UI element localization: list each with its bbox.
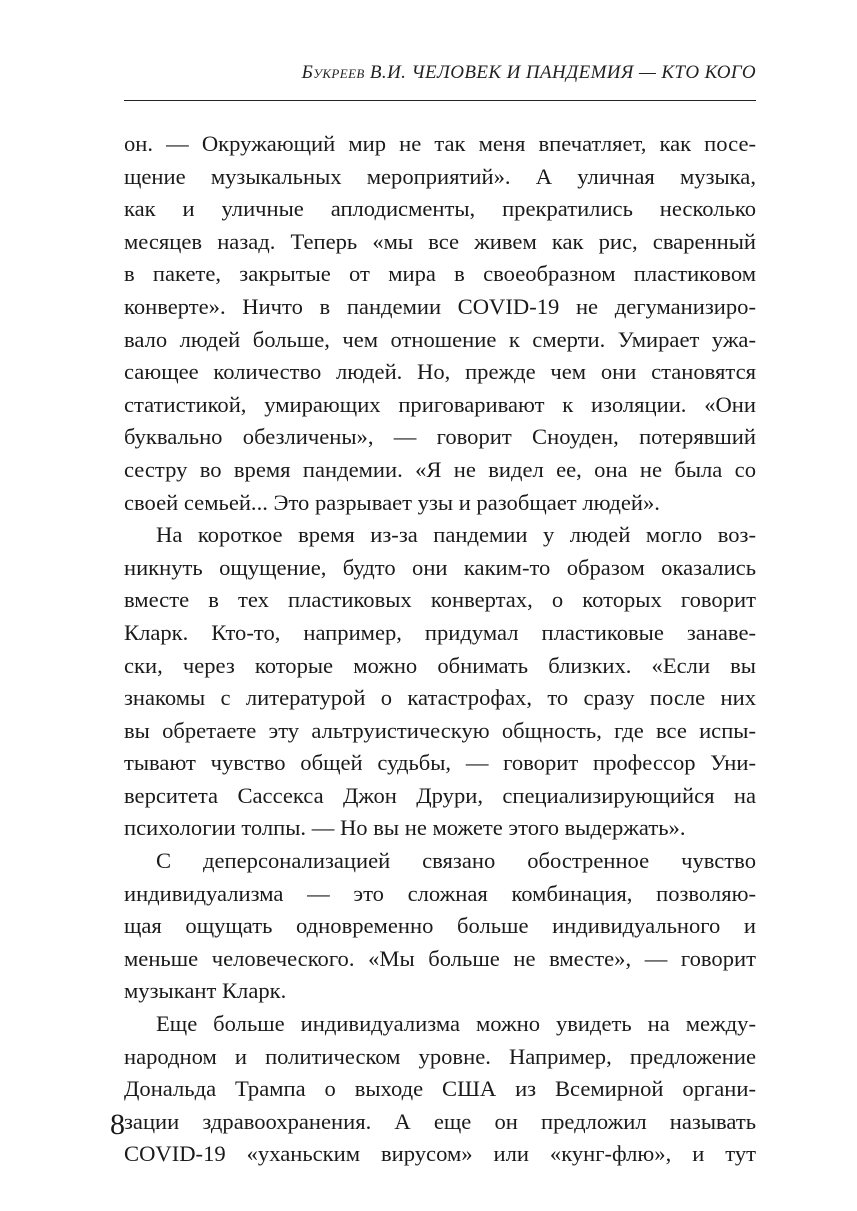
running-head [124, 62, 756, 84]
text-line: С деперсонализацией связано обостренное чувство [156, 848, 756, 874]
header-rule [124, 100, 756, 101]
text-line: он. — Окружающий мир не так меня впечатляет, как посе- [124, 131, 756, 156]
text-line: зации здравоохранения. А еще он предложил называть [124, 1108, 756, 1134]
text-line: буквально обезличены», — говорит Сноуден, потерявший [124, 424, 756, 450]
text-line: Еще больше индивидуализма можно увидеть на между- [156, 1011, 756, 1037]
text-line: своей семьей... Это разрывает узы и разобщает людей». [124, 489, 660, 515]
text-line: народном и политическом уровне. Например, предложение [124, 1043, 756, 1069]
text-line: статистикой, умирающих приговаривают к изоляции. «Они [124, 391, 756, 417]
text-line: конверте». Ничто в пандемии COVID-19 не дегуманизиро- [124, 293, 756, 319]
text-line: знакомы с литературой о катастрофах, то сразу после них [124, 685, 756, 711]
text-line: вы обретаете эту альтруистическую общность, где все испы- [124, 717, 756, 743]
text-line: COVID-19 «уханьским вирусом» или «кунг-флю», и тут [124, 1141, 756, 1167]
text-line: в пакете, закрытые от мира в своеобразном пластиковом [124, 261, 756, 287]
running-head-author: Букреев В.И. [301, 62, 407, 83]
text-line: индивидуализма — это сложная комбинация, позволяю- [124, 880, 756, 906]
text-line: меньше человеческого. «Мы больше не вместе», — говорит [124, 945, 756, 971]
text-line: верситета Сассекса Джон Друри, специализирующийся на [124, 782, 756, 808]
text-line: сающее количество людей. Но, прежде чем они становятся [124, 359, 756, 385]
paragraph-3 [124, 845, 756, 1008]
text-line: тывают чувство общей судьбы, — говорит профессор Уни- [124, 750, 756, 776]
page-number: 8 [110, 1108, 125, 1141]
text-line: щение музыкальных мероприятий». А уличная музыка, [124, 163, 756, 189]
text-line: никнуть ощущение, будто они каким-то образом оказались [124, 554, 756, 580]
paragraph-1 [124, 128, 756, 519]
text-line: музыкант Кларк. [124, 978, 287, 1004]
text-line: На короткое время из-за пандемии у людей могло воз- [156, 522, 756, 548]
body-text [124, 128, 756, 1171]
text-line: вало людей больше, чем отношение к смерти. Умирает ужа- [124, 326, 756, 352]
text-line: Кларк. Кто-то, например, придумал пластиковые занаве- [124, 619, 756, 645]
paragraph-4 [124, 1008, 756, 1171]
text-line: месяцев назад. Теперь «мы все живем как рис, сваренный [124, 228, 756, 254]
running-head-title: ЧЕЛОВЕК И ПАНДЕМИЯ — КТО КОГО [411, 62, 756, 83]
text-line: психологии толпы. — Но вы не можете этого выдержать». [124, 815, 686, 841]
text-line: вместе в тех пластиковых конвертах, о которых говорит [124, 587, 756, 613]
text-line: сестру во время пандемии. «Я не видел ее, она не была со [124, 456, 756, 482]
text-line: ски, через которые можно обнимать близких. «Если вы [124, 652, 756, 678]
paragraph-2 [124, 519, 756, 845]
text-line: как и уличные аплодисменты, прекратились несколько [124, 196, 756, 222]
text-line: щая ощущать одновременно больше индивидуального и [124, 913, 756, 939]
text-line: Дональда Трампа о выходе США из Всемирной органи- [124, 1076, 756, 1102]
